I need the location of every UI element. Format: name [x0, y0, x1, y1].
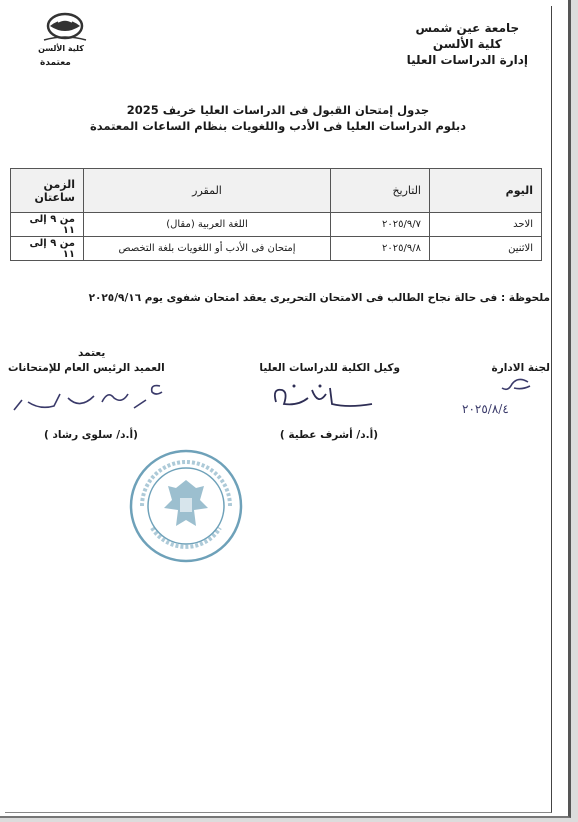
department-name: إدارة الدراسات العليا: [406, 53, 528, 67]
row-day: الاحد: [430, 213, 542, 237]
official-seal-stamp: [128, 448, 244, 564]
approved-label: يعتمد: [78, 347, 106, 359]
row-time: من ٩ إلى ١١: [11, 237, 84, 261]
header-course: المقرر: [84, 169, 331, 213]
header-date: التاريخ: [331, 169, 430, 213]
row-course: إمتحان فى الأدب أو اللغويات بلغة التخصص: [84, 237, 331, 261]
vice-dean-name: (أ.د/ أشرف عطية ): [279, 429, 378, 441]
row-course: اللغة العربية (مقال): [84, 213, 331, 237]
university-header: [407, 20, 528, 68]
exam-schedule-table: [10, 168, 542, 261]
committee-signature: [494, 376, 534, 396]
header-day: اليوم: [430, 169, 542, 213]
document-subtitle: دبلوم الدراسات العليا فى الأدب واللغويات بنظام الساعات المعتمدة: [89, 119, 467, 133]
logo-caption: كلية الألسن: [38, 44, 84, 53]
row-time: من ٩ إلى ١١: [11, 213, 84, 237]
table-header-row: [11, 169, 542, 213]
exam-note: ملحوظة : فى حالة نجاح الطالب فى الامتحان التحريرى يعقد امتحان شفوى يوم ٢٠٢٥/٩/١٦: [88, 292, 550, 304]
dean-label: العميد الرئيس العام للإمتحانات: [8, 362, 165, 374]
accredited-label: معتمدة: [40, 58, 71, 68]
committee-label: لجنة الادارة: [491, 362, 550, 374]
header-time: الزمن ساعتان: [11, 169, 84, 213]
faculty-name: كلية الألسن: [432, 37, 502, 51]
vice-dean-label: وكيل الكلية للدراسات العليا: [259, 362, 400, 374]
row-day: الاثنين: [430, 237, 542, 261]
table-row: [11, 237, 542, 261]
university-name: جامعة عين شمس: [415, 21, 520, 35]
row-date: ٢٠٢٥/٩/٨: [331, 237, 430, 261]
committee-handwritten-date: ٢٠٢٥/٨/٤: [462, 402, 509, 416]
document-title: جدول إمتحان القبول فى الدراسات العليا خريف 2025: [126, 103, 430, 117]
dean-name: (أ.د/ سلوى رشاد ): [44, 429, 138, 441]
table-row: [11, 213, 542, 237]
dean-signature: [10, 380, 170, 420]
vice-dean-signature: [268, 380, 378, 414]
row-date: ٢٠٢٥/٩/٧: [331, 213, 430, 237]
